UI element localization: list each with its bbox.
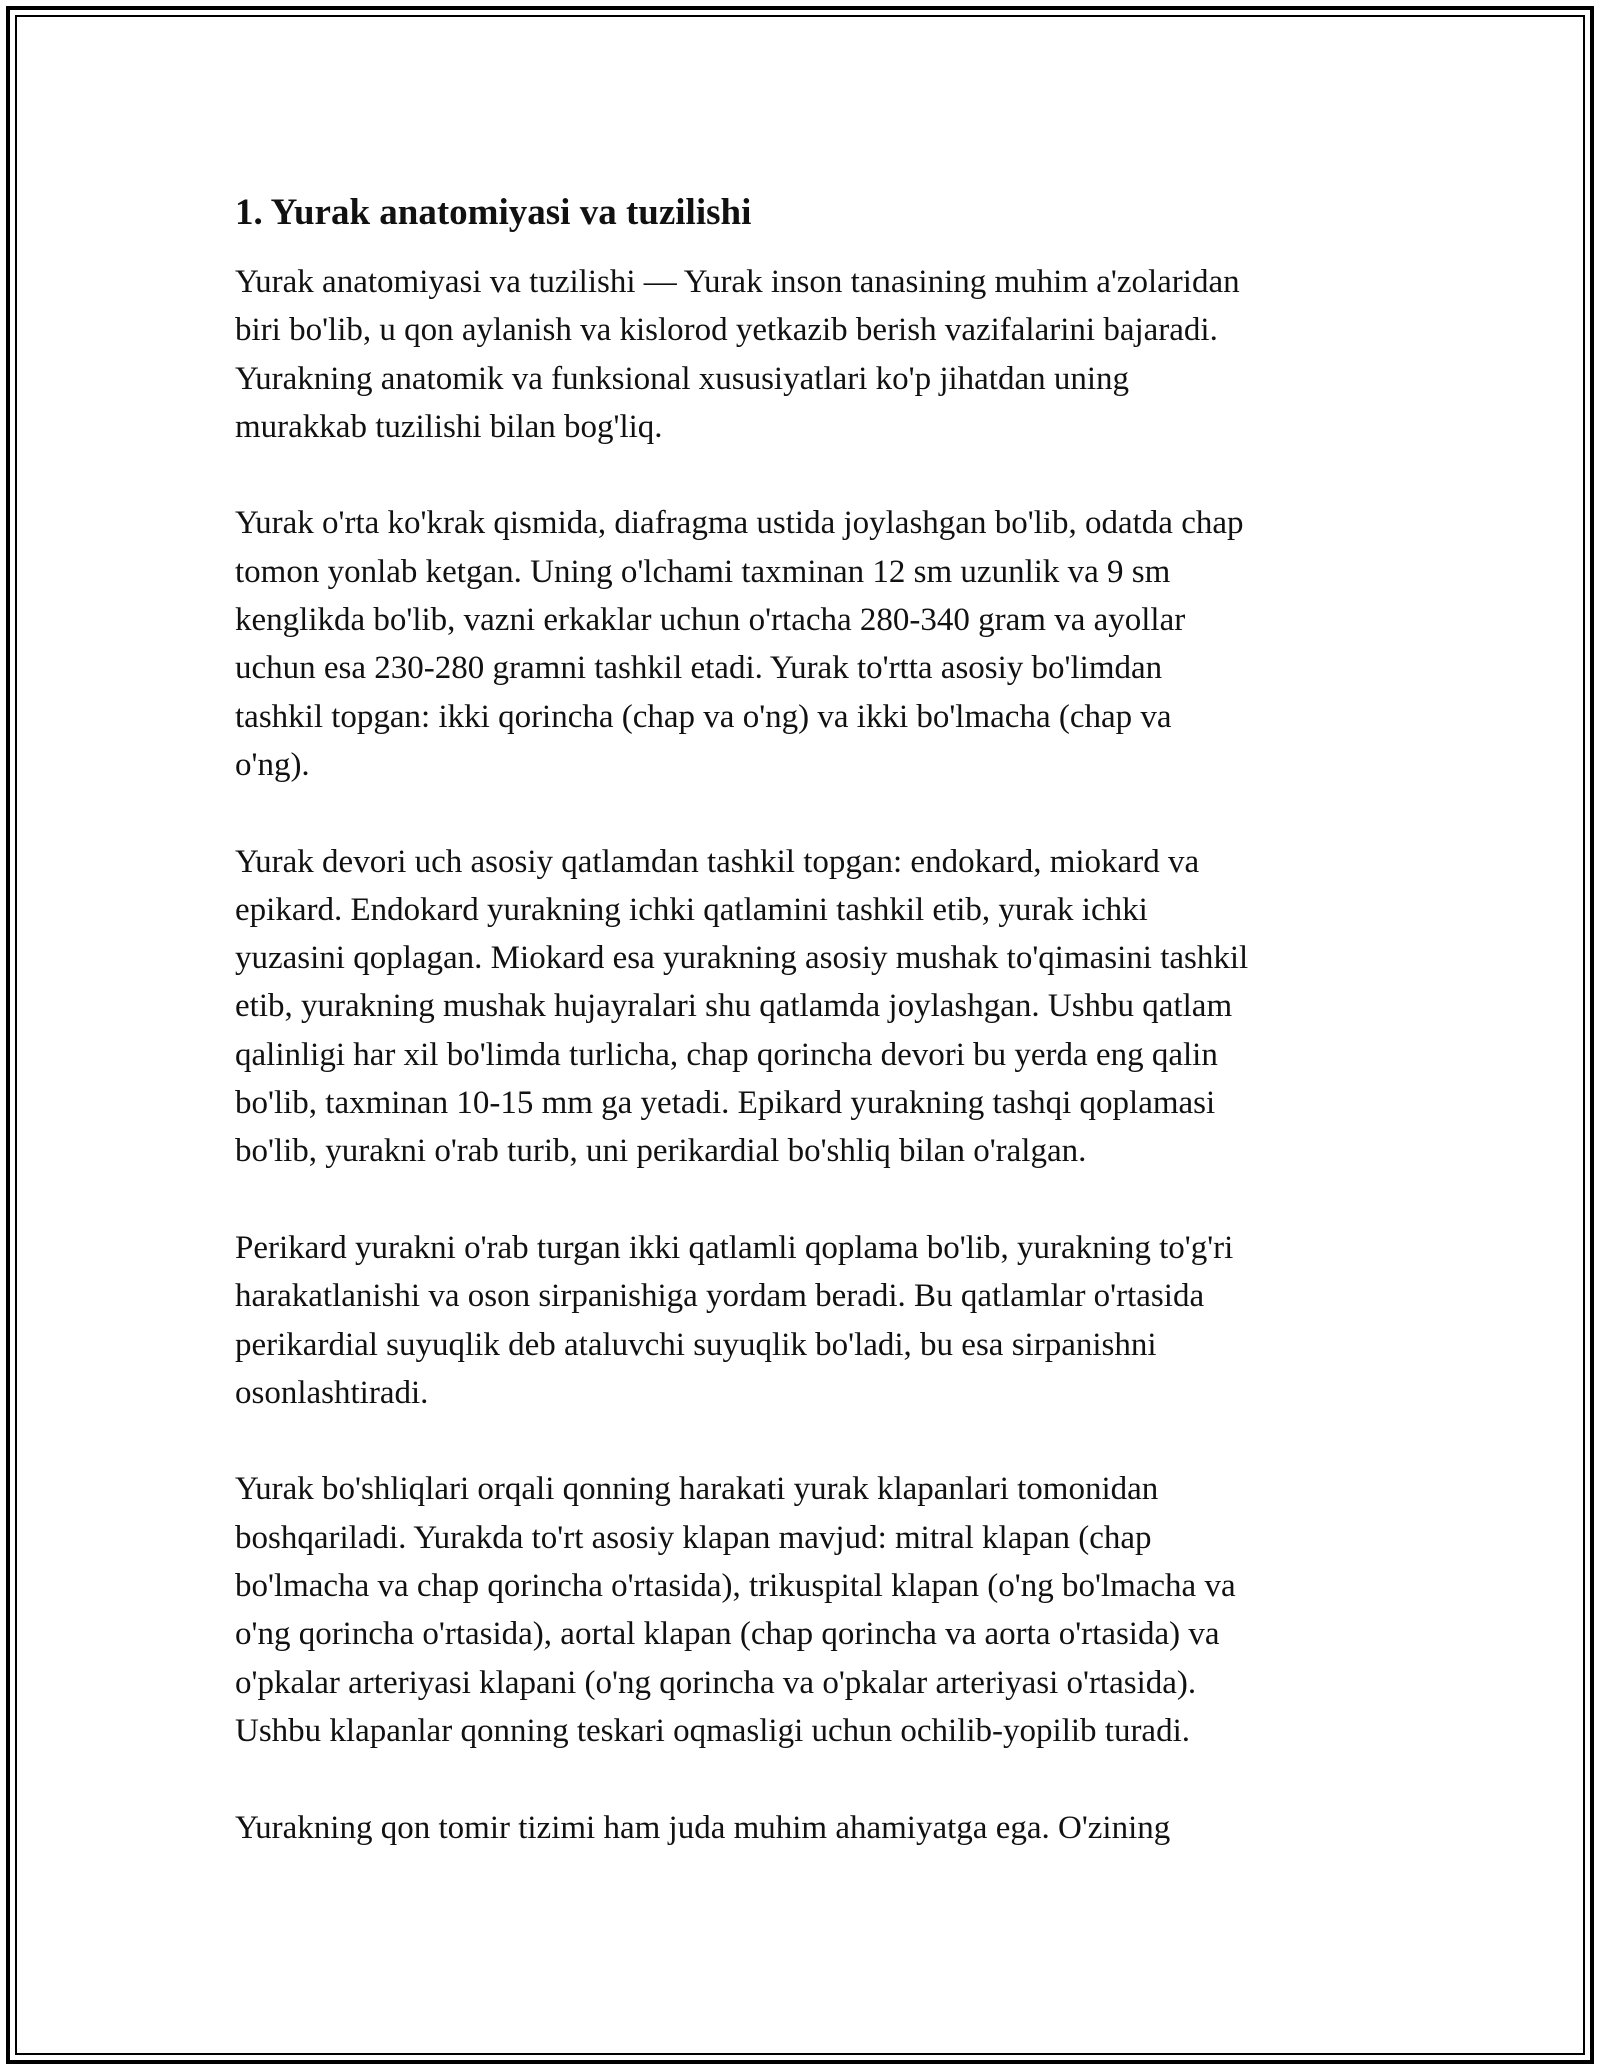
paragraph-line: o'ng qorincha o'rtasida), aortal klapan (chap qorincha va aorta o'rtasida) va bbox=[235, 1616, 1220, 1653]
paragraph-line: o'ng). bbox=[235, 746, 310, 783]
paragraph-line: Yurak bo'shliqlari orqali qonning harakati yurak klapanlari tomonidan bbox=[235, 1471, 1159, 1508]
document-title: 1. Yurak anatomiyasi va tuzilishi bbox=[235, 192, 752, 233]
paragraph-line: Ushbu klapanlar qonning teskari oqmasligi uchun ochilib-yopilib turadi. bbox=[235, 1712, 1191, 1749]
paragraph-line: Yurak anatomiyasi va tuzilishi — Yurak inson tanasining muhim a'zolaridan bbox=[235, 264, 1240, 300]
paragraph-line: epikard. Endokard yurakning ichki qatlamini tashkil etib, yurak ichki bbox=[235, 891, 1148, 928]
paragraph-line: uchun esa 230-280 gramni tashkil etadi. Yurak to'rtta asosiy bo'limdan bbox=[235, 650, 1163, 687]
paragraph-line: bo'lmacha va chap qorincha o'rtasida), trikuspital klapan (o'ng bo'lmacha va bbox=[235, 1568, 1236, 1605]
paragraph-line: qalinligi har xil bo'limda turlicha, chap qorincha devori bu yerda eng qalin bbox=[235, 1036, 1218, 1073]
paragraph-line: bo'lib, taxminan 10-15 mm ga yetadi. Epikard yurakning tashqi qoplamasi bbox=[235, 1085, 1216, 1122]
paragraph-line: kenglikda bo'lib, vazni erkaklar uchun o'rtacha 280-340 gram va ayollar bbox=[235, 602, 1186, 639]
paragraph-line: bo'lib, yurakni o'rab turib, uni perikardial bo'shliq bilan o'ralgan. bbox=[235, 1133, 1087, 1170]
paragraph bbox=[235, 1465, 1375, 1755]
paragraph-line: boshqariladi. Yurakda to'rt asosiy klapan mavjud: mitral klapan (chap bbox=[235, 1519, 1152, 1556]
document-body bbox=[235, 188, 1375, 1900]
paragraph-line: perikardial suyuqlik deb ataluvchi suyuqlik bo'ladi, bu esa sirpanishni bbox=[235, 1326, 1157, 1363]
paragraph-line: osonlashtiradi. bbox=[235, 1374, 429, 1411]
paragraph-line: Yurakning qon tomir tizimi ham juda muhim ahamiyatga ega. O'zining bbox=[235, 1809, 1171, 1846]
paragraph-line: murakkab tuzilishi bilan bog'liq. bbox=[235, 408, 663, 445]
paragraph-line: tomon yonlab ketgan. Uning o'lchami taxminan 12 sm uzunlik va 9 sm bbox=[235, 553, 1171, 590]
paragraph-line: o'pkalar arteriyasi klapani (o'ng qorincha va o'pkalar arteriyasi o'rtasida). bbox=[235, 1664, 1197, 1701]
paragraph bbox=[235, 1804, 1375, 1852]
paragraph-line: yuzasini qoplagan. Miokard esa yurakning asosiy mushak to'qimasini tashkil bbox=[235, 940, 1249, 977]
paragraph-line: Yurak o'rta ko'krak qismida, diafragma ustida joylashgan bo'lib, odatda chap bbox=[235, 505, 1244, 542]
paragraph-line: harakatlanishi va oson sirpanishiga yordam beradi. Bu qatlamlar o'rtasida bbox=[235, 1278, 1205, 1315]
paragraph bbox=[235, 1224, 1375, 1417]
paragraph-list bbox=[235, 258, 1375, 1852]
paragraph bbox=[235, 838, 1375, 1176]
paragraph-line: Yurak devori uch asosiy qatlamdan tashkil topgan: endokard, miokard va bbox=[235, 843, 1200, 880]
paragraph-line: etib, yurakning mushak hujayralari shu qatlamda joylashgan. Ushbu qatlam bbox=[235, 988, 1233, 1025]
paragraph-line: Perikard yurakni o'rab turgan ikki qatlamli qoplama bo'lib, yurakning to'g'ri bbox=[235, 1229, 1234, 1266]
paragraph bbox=[235, 499, 1375, 789]
paragraph-line: Yurakning anatomik va funksional xususiyatlari ko'p jihatdan uning bbox=[235, 360, 1130, 397]
paragraph bbox=[235, 258, 1375, 451]
paragraph-line: tashkil topgan: ikki qorincha (chap va o'ng) va ikki bo'lmacha (chap va bbox=[235, 698, 1172, 735]
paragraph-line: biri bo'lib, u qon aylanish va kislorod yetkazib berish vazifalarini bajaradi. bbox=[235, 312, 1218, 349]
